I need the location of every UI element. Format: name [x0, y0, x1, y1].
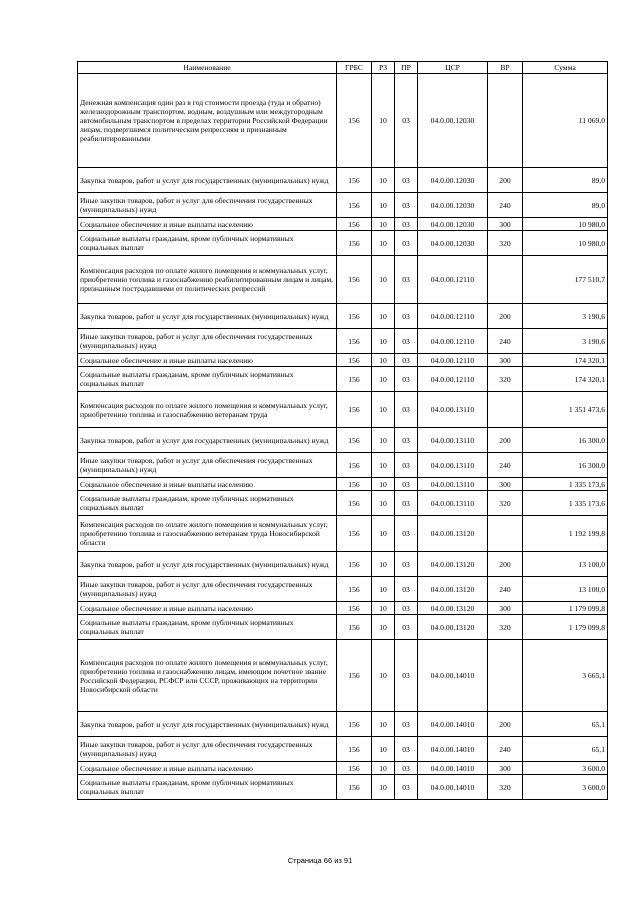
row-name: Компенсация расходов по оплате жилого помещения и коммунальных услуг, приобретению топлива и газоснабжению лицам, имеющим почетное звание Российской Федерации, РСФСР или СССР, проживающих на территории Новосибирской области	[78, 640, 337, 712]
row-sum: 1 351 473,6	[523, 392, 608, 428]
row-rz: 10	[372, 640, 395, 712]
row-csr: 04.0.00.13120	[418, 516, 488, 552]
row-vr	[488, 74, 523, 168]
header-rz: РЗ	[372, 62, 395, 74]
row-rz: 10	[372, 615, 395, 640]
row-csr: 04.0.00.13110	[418, 392, 488, 428]
row-vr: 200	[488, 304, 523, 329]
row-grbs: 156	[337, 602, 372, 615]
row-pr: 03	[395, 74, 418, 168]
row-name: Закупка товаров, работ и услуг для государственных (муниципальных) нужд	[78, 552, 337, 577]
row-csr: 04.0.00.13120	[418, 552, 488, 577]
table-row	[78, 428, 608, 453]
row-csr: 04.0.00.14010	[418, 762, 488, 775]
row-sum: 3 600,0	[523, 775, 608, 800]
row-vr	[488, 392, 523, 428]
row-vr: 320	[488, 231, 523, 256]
row-rz: 10	[372, 602, 395, 615]
row-sum: 16 300,0	[523, 428, 608, 453]
row-csr: 04.0.00.12030	[418, 193, 488, 218]
row-sum: 3 665,1	[523, 640, 608, 712]
row-pr: 03	[395, 478, 418, 491]
row-pr: 03	[395, 602, 418, 615]
row-pr: 03	[395, 762, 418, 775]
row-sum: 174 320,1	[523, 367, 608, 392]
row-grbs: 156	[337, 640, 372, 712]
row-pr: 03	[395, 737, 418, 762]
row-rz: 10	[372, 762, 395, 775]
row-name: Иные закупки товаров, работ и услуг для обеспечения государственных (муниципальных) нужд	[78, 193, 337, 218]
table-row	[78, 168, 608, 193]
row-pr: 03	[395, 516, 418, 552]
table-row	[78, 577, 608, 602]
row-csr: 04.0.00.12030	[418, 231, 488, 256]
table-row	[78, 615, 608, 640]
row-rz: 10	[372, 367, 395, 392]
row-pr: 03	[395, 577, 418, 602]
row-vr: 240	[488, 737, 523, 762]
row-csr: 04.0.00.14010	[418, 712, 488, 737]
row-pr: 03	[395, 775, 418, 800]
row-rz: 10	[372, 737, 395, 762]
row-rz: 10	[372, 552, 395, 577]
row-vr: 240	[488, 577, 523, 602]
row-name: Компенсация расходов по оплате жилого помещения и коммунальных услуг, приобретению топлива и газоснабжению реабилитированным лицам и лицам, признанным пострадавшими от политических репрессий	[78, 256, 337, 304]
row-rz: 10	[372, 354, 395, 367]
row-name: Социальные выплаты гражданам, кроме публичных нормативных социальных выплат	[78, 491, 337, 516]
table-row	[78, 552, 608, 577]
row-grbs: 156	[337, 428, 372, 453]
row-csr: 04.0.00.12110	[418, 329, 488, 354]
row-rz: 10	[372, 231, 395, 256]
row-vr: 300	[488, 354, 523, 367]
table-row	[78, 74, 608, 168]
header-vr: ВР	[488, 62, 523, 74]
row-vr: 300	[488, 602, 523, 615]
row-vr: 300	[488, 218, 523, 231]
table-row	[78, 712, 608, 737]
header-csr: ЦСР	[418, 62, 488, 74]
row-csr: 04.0.00.13110	[418, 478, 488, 491]
row-csr: 04.0.00.12110	[418, 354, 488, 367]
header-sum: Сумма	[523, 62, 608, 74]
row-rz: 10	[372, 218, 395, 231]
row-grbs: 156	[337, 74, 372, 168]
row-csr: 04.0.00.14010	[418, 775, 488, 800]
row-sum: 10 980,0	[523, 218, 608, 231]
row-sum: 3 600,0	[523, 762, 608, 775]
row-csr: 04.0.00.13110	[418, 428, 488, 453]
header-grbs: ГРБС	[337, 62, 372, 74]
table-row	[78, 602, 608, 615]
row-name: Закупка товаров, работ и услуг для государственных (муниципальных) нужд	[78, 712, 337, 737]
row-name: Закупка товаров, работ и услуг для государственных (муниципальных) нужд	[78, 304, 337, 329]
row-rz: 10	[372, 256, 395, 304]
row-vr: 200	[488, 428, 523, 453]
row-rz: 10	[372, 193, 395, 218]
row-grbs: 156	[337, 193, 372, 218]
row-name: Социальное обеспечение и иные выплаты населению	[78, 354, 337, 367]
row-grbs: 156	[337, 762, 372, 775]
row-sum: 10 980,0	[523, 231, 608, 256]
row-name: Иные закупки товаров, работ и услуг для обеспечения государственных (муниципальных) нужд	[78, 577, 337, 602]
row-sum: 1 179 099,8	[523, 615, 608, 640]
row-grbs: 156	[337, 231, 372, 256]
row-grbs: 156	[337, 218, 372, 231]
row-name: Закупка товаров, работ и услуг для государственных (муниципальных) нужд	[78, 428, 337, 453]
row-rz: 10	[372, 478, 395, 491]
row-rz: 10	[372, 491, 395, 516]
row-name: Социальное обеспечение и иные выплаты населению	[78, 762, 337, 775]
row-rz: 10	[372, 712, 395, 737]
row-sum: 3 190,6	[523, 304, 608, 329]
row-csr: 04.0.00.13110	[418, 453, 488, 478]
row-pr: 03	[395, 712, 418, 737]
row-csr: 04.0.00.13120	[418, 615, 488, 640]
row-sum: 65,1	[523, 737, 608, 762]
row-grbs: 156	[337, 615, 372, 640]
row-pr: 03	[395, 453, 418, 478]
row-pr: 03	[395, 231, 418, 256]
row-name: Социальные выплаты гражданам, кроме публичных нормативных социальных выплат	[78, 615, 337, 640]
row-grbs: 156	[337, 712, 372, 737]
row-vr: 240	[488, 453, 523, 478]
row-name: Социальное обеспечение и иные выплаты населению	[78, 218, 337, 231]
row-name: Иные закупки товаров, работ и услуг для обеспечения государственных (муниципальных) нужд	[78, 737, 337, 762]
row-rz: 10	[372, 392, 395, 428]
row-vr	[488, 256, 523, 304]
row-name: Компенсация расходов по оплате жилого помещения и коммунальных услуг, приобретению топлива и газоснабжению ветеранам труда Новосибирской области	[78, 516, 337, 552]
row-sum: 13 100,0	[523, 552, 608, 577]
row-grbs: 156	[337, 516, 372, 552]
row-grbs: 156	[337, 392, 372, 428]
table-row	[78, 491, 608, 516]
row-pr: 03	[395, 615, 418, 640]
row-pr: 03	[395, 193, 418, 218]
row-pr: 03	[395, 552, 418, 577]
row-sum: 1 335 173,6	[523, 491, 608, 516]
row-rz: 10	[372, 453, 395, 478]
row-sum: 65,1	[523, 712, 608, 737]
table-row	[78, 329, 608, 354]
row-vr: 200	[488, 168, 523, 193]
row-rz: 10	[372, 304, 395, 329]
row-rz: 10	[372, 428, 395, 453]
row-csr: 04.0.00.14010	[418, 737, 488, 762]
row-vr: 320	[488, 367, 523, 392]
row-vr: 240	[488, 329, 523, 354]
row-name: Иные закупки товаров, работ и услуг для обеспечения государственных (муниципальных) нужд	[78, 453, 337, 478]
row-grbs: 156	[337, 256, 372, 304]
row-rz: 10	[372, 577, 395, 602]
row-pr: 03	[395, 168, 418, 193]
table-row	[78, 640, 608, 712]
row-pr: 03	[395, 329, 418, 354]
row-csr: 04.0.00.13110	[418, 491, 488, 516]
row-sum: 174 320,1	[523, 354, 608, 367]
row-grbs: 156	[337, 775, 372, 800]
table-row	[78, 304, 608, 329]
row-sum: 3 190,6	[523, 329, 608, 354]
row-sum: 16 300,0	[523, 453, 608, 478]
table-row	[78, 193, 608, 218]
header-name: Наименование	[78, 62, 337, 74]
row-pr: 03	[395, 392, 418, 428]
row-name: Социальные выплаты гражданам, кроме публичных нормативных социальных выплат	[78, 775, 337, 800]
row-pr: 03	[395, 304, 418, 329]
row-pr: 03	[395, 491, 418, 516]
row-name: Социальные выплаты гражданам, кроме публичных нормативных социальных выплат	[78, 367, 337, 392]
row-name: Закупка товаров, работ и услуг для государственных (муниципальных) нужд	[78, 168, 337, 193]
page-number: Страница 66 из 91	[287, 856, 353, 865]
row-csr: 04.0.00.12110	[418, 367, 488, 392]
table-row	[78, 478, 608, 491]
row-pr: 03	[395, 218, 418, 231]
row-name: Социальные выплаты гражданам, кроме публичных нормативных социальных выплат	[78, 231, 337, 256]
row-vr	[488, 640, 523, 712]
row-rz: 10	[372, 168, 395, 193]
row-csr: 04.0.00.14010	[418, 640, 488, 712]
row-vr: 240	[488, 193, 523, 218]
row-vr: 200	[488, 552, 523, 577]
table-row	[78, 392, 608, 428]
header-pr: ПР	[395, 62, 418, 74]
row-name: Компенсация расходов по оплате жилого помещения и коммунальных услуг, приобретению топлива и газоснабжению ветеранам труда	[78, 392, 337, 428]
row-name: Социальное обеспечение и иные выплаты населению	[78, 478, 337, 491]
row-csr: 04.0.00.13120	[418, 577, 488, 602]
row-sum: 1 192 199,8	[523, 516, 608, 552]
table-row	[78, 256, 608, 304]
row-vr	[488, 516, 523, 552]
table-row	[78, 762, 608, 775]
row-rz: 10	[372, 775, 395, 800]
row-csr: 04.0.00.12110	[418, 304, 488, 329]
row-rz: 10	[372, 329, 395, 354]
row-vr: 320	[488, 615, 523, 640]
row-pr: 03	[395, 354, 418, 367]
row-sum: 1 179 099,8	[523, 602, 608, 615]
row-pr: 03	[395, 640, 418, 712]
row-csr: 04.0.00.12030	[418, 74, 488, 168]
table-row	[78, 218, 608, 231]
row-grbs: 156	[337, 354, 372, 367]
row-grbs: 156	[337, 367, 372, 392]
row-vr: 300	[488, 478, 523, 491]
row-sum: 11 069,0	[523, 74, 608, 168]
row-csr: 04.0.00.12030	[418, 218, 488, 231]
row-sum: 1 335 173,6	[523, 478, 608, 491]
table-row	[78, 231, 608, 256]
table-row	[78, 775, 608, 800]
row-vr: 200	[488, 712, 523, 737]
table-row	[78, 516, 608, 552]
row-grbs: 156	[337, 478, 372, 491]
table-row	[78, 367, 608, 392]
row-name: Денежная компенсация один раз в год стоимости проезда (туда и обратно) железнодорожным транспортом, водным, воздушным или междугородным автомобильным транспортом в пределах территории Российской Федерации лицам, подвергшимся политическим репрессиям и признанным реабилитированными	[78, 74, 337, 168]
row-grbs: 156	[337, 491, 372, 516]
table-row	[78, 453, 608, 478]
table-header-row	[78, 62, 608, 74]
row-grbs: 156	[337, 577, 372, 602]
row-grbs: 156	[337, 552, 372, 577]
row-csr: 04.0.00.12030	[418, 168, 488, 193]
row-pr: 03	[395, 428, 418, 453]
row-sum: 89,0	[523, 168, 608, 193]
row-csr: 04.0.00.12110	[418, 256, 488, 304]
row-csr: 04.0.00.13120	[418, 602, 488, 615]
row-rz: 10	[372, 516, 395, 552]
row-grbs: 156	[337, 329, 372, 354]
row-vr: 320	[488, 491, 523, 516]
row-grbs: 156	[337, 453, 372, 478]
row-grbs: 156	[337, 168, 372, 193]
row-vr: 300	[488, 762, 523, 775]
row-grbs: 156	[337, 737, 372, 762]
row-pr: 03	[395, 367, 418, 392]
row-sum: 177 510,7	[523, 256, 608, 304]
row-grbs: 156	[337, 304, 372, 329]
budget-table	[77, 61, 608, 800]
row-sum: 89,0	[523, 193, 608, 218]
row-vr: 320	[488, 775, 523, 800]
row-name: Социальное обеспечение и иные выплаты населению	[78, 602, 337, 615]
row-rz: 10	[372, 74, 395, 168]
table-body	[78, 74, 608, 800]
table-row	[78, 354, 608, 367]
table-row	[78, 737, 608, 762]
row-sum: 13 100,0	[523, 577, 608, 602]
row-name: Иные закупки товаров, работ и услуг для обеспечения государственных (муниципальных) нужд	[78, 329, 337, 354]
row-pr: 03	[395, 256, 418, 304]
